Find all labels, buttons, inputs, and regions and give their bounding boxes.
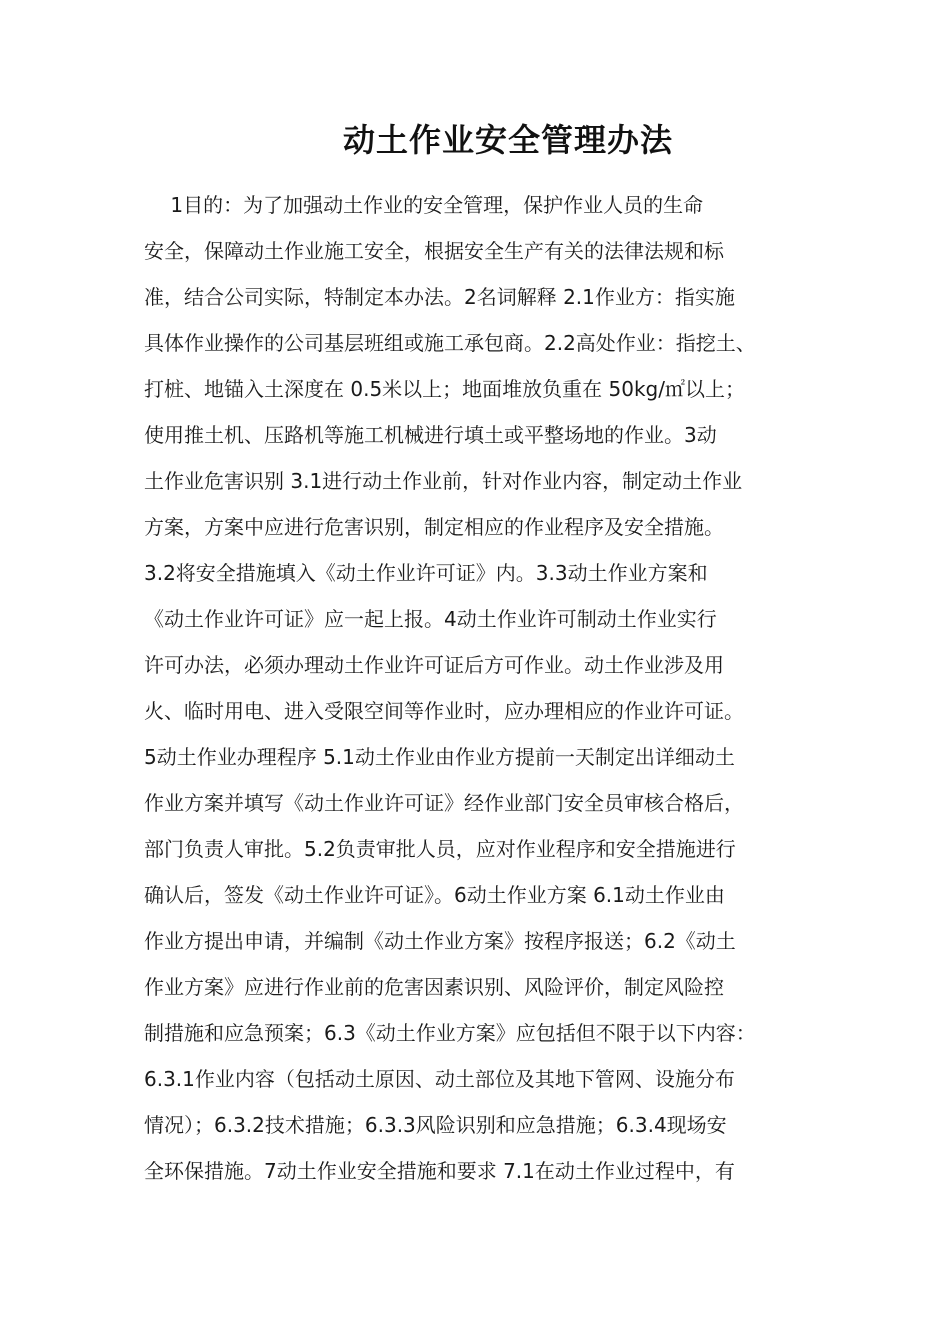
body-line: 《动土作业许可证》应一起上报。4动土作业许可制动土作业实行: [144, 607, 717, 631]
body-line: 1目的：为了加强动土作业的安全管理，保护作业人员的生命: [144, 193, 704, 217]
body-line: 土作业危害识别 3.1进行动土作业前，针对作业内容，制定动土作业: [144, 469, 743, 493]
body-line: 情况）；6.3.2技术措施；6.3.3风险识别和应急措施；6.3.4现场安: [144, 1113, 727, 1137]
body-line: 许可办法，必须办理动土作业许可证后方可作业。动土作业涉及用: [144, 653, 724, 677]
body-line: 具体作业操作的公司基层班组或施工承包商。2.2高处作业：指挖土、: [144, 331, 756, 355]
body-line: 作业方案并填写《动土作业许可证》经作业部门安全员审核合格后，: [144, 791, 744, 815]
body-line: 制措施和应急预案；6.3《动土作业方案》应包括但不限于以下内容：: [144, 1021, 756, 1045]
body-line: 5动土作业办理程序 5.1动土作业由作业方提前一天制定出详细动土: [144, 745, 735, 769]
document-body: [144, 182, 844, 1194]
body-line: 3.2将安全措施填入《动土作业许可证》内。3.3动土作业方案和: [144, 561, 708, 585]
body-line: 部门负责人审批。5.2负责审批人员，应对作业程序和安全措施进行: [144, 837, 736, 861]
body-line: 全环保措施。7动土作业安全措施和要求 7.1在动土作业过程中，有: [144, 1159, 735, 1183]
body-line: 确认后，签发《动土作业许可证》。6动土作业方案 6.1动土作业由: [144, 883, 725, 907]
body-line: 方案，方案中应进行危害识别，制定相应的作业程序及安全措施。: [144, 515, 724, 539]
body-line: 使用推土机、压路机等施工机械进行填土或平整场地的作业。3动: [144, 423, 717, 447]
document-title: 动土作业安全管理办法: [342, 121, 673, 159]
body-line: 作业方案》应进行作业前的危害因素识别、风险评价，制定风险控: [144, 975, 724, 999]
body-line: 6.3.1作业内容（包括动土原因、动土部位及其地下管网、设施分布: [144, 1067, 735, 1091]
body-line: 安全，保障动土作业施工安全，根据安全生产有关的法律法规和标: [144, 239, 724, 263]
body-line: 火、临时用电、进入受限空间等作业时，应办理相应的作业许可证。: [144, 699, 744, 723]
body-line: 打桩、地锚入土深度在 0.5米以上；地面堆放负重在 50kg/㎡以上；: [144, 377, 745, 401]
body-line: 作业方提出申请，并编制《动土作业方案》按程序报送；6.2《动土: [144, 929, 736, 953]
body-line: 准，结合公司实际，特制定本办法。2名词解释 2.1作业方：指实施: [144, 285, 735, 309]
